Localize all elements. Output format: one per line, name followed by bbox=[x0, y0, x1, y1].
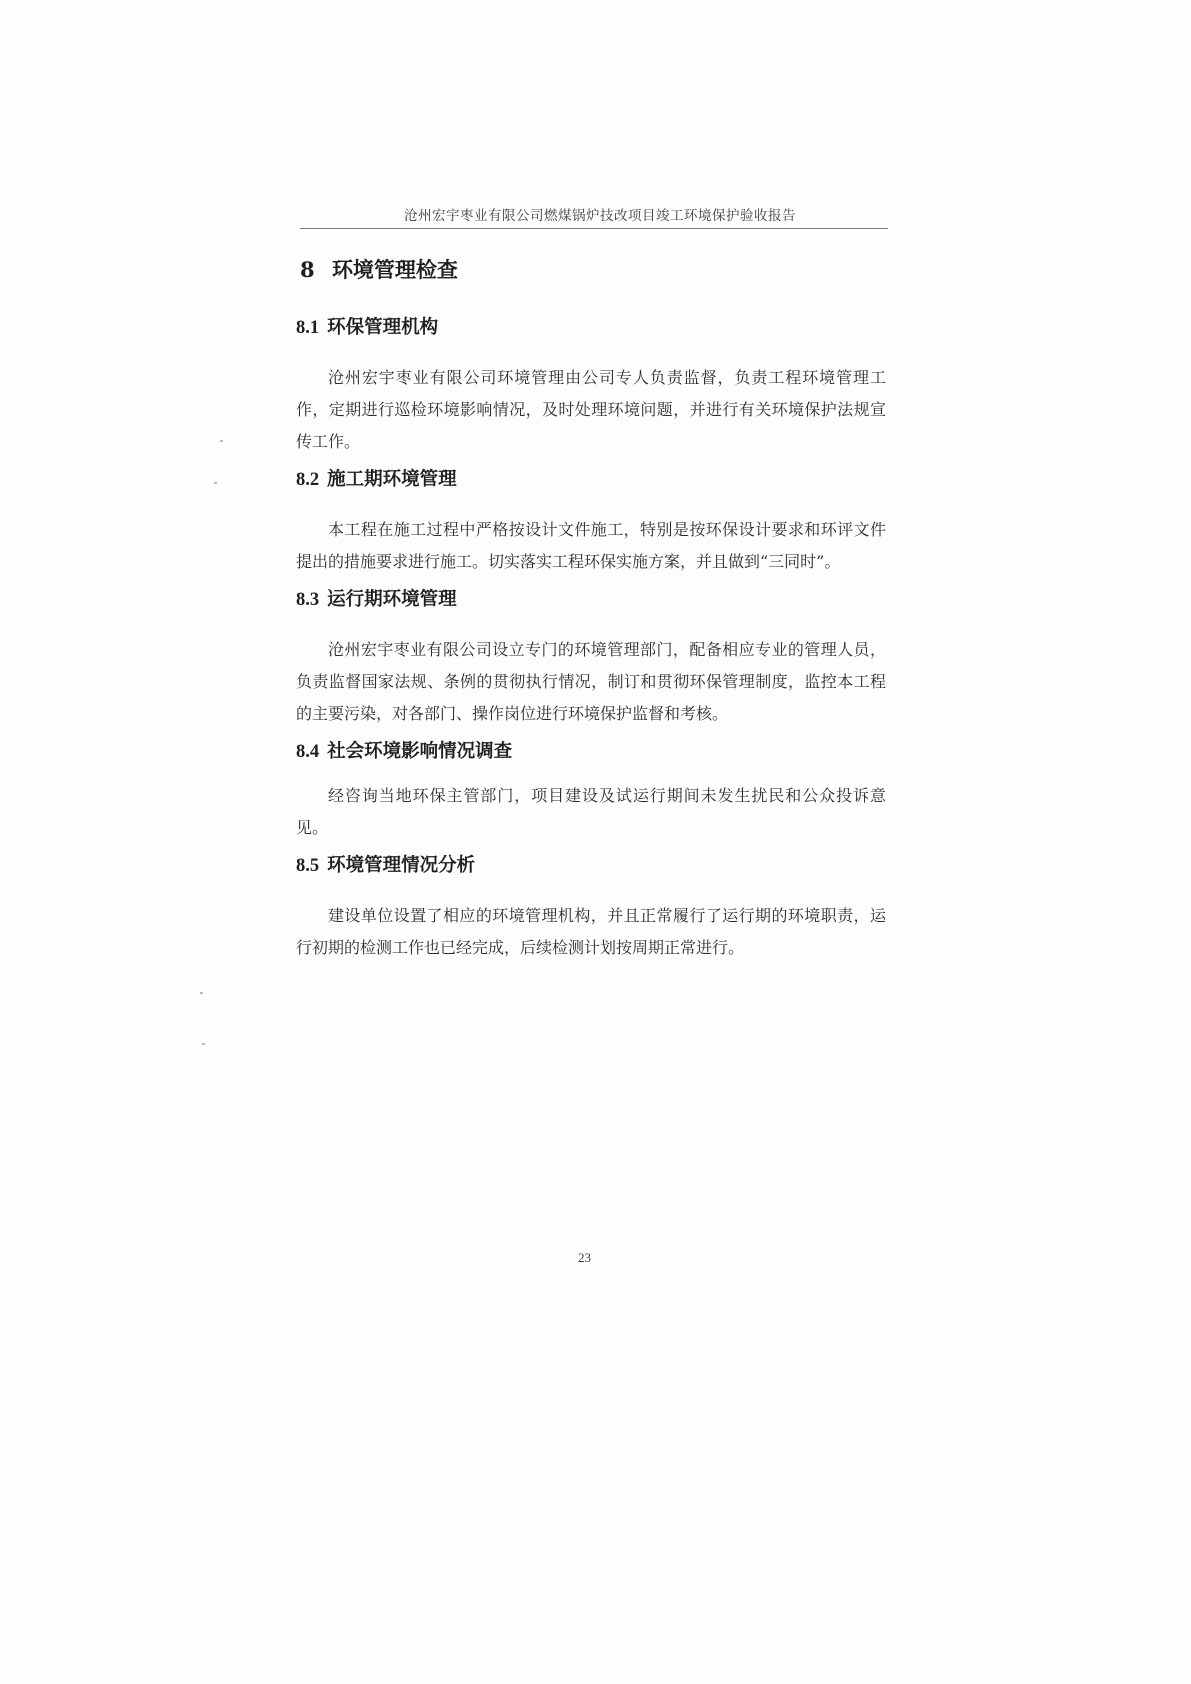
chapter-number: 8 bbox=[300, 257, 315, 282]
section-8-3 bbox=[296, 578, 886, 730]
section-number: 8.4 bbox=[296, 742, 320, 762]
section-number: 8.3 bbox=[296, 590, 320, 610]
section-heading bbox=[296, 844, 886, 888]
scan-speck bbox=[202, 1043, 205, 1045]
section-paragraph: 经咨询当地环保主管部门，项目建设及试运行期间未发生扰民和公众投诉意见。 bbox=[296, 786, 886, 837]
section-paragraph: 建设单位设置了相应的环境管理机构，并且正常履行了运行期的环境职责，运行初期的检测工作也已经完成，后续检测计划按周期正常进行。 bbox=[296, 906, 886, 957]
header-title: 沧州宏宇枣业有限公司燃煤锅炉技改项目竣工环境保护验收报告 bbox=[404, 208, 796, 224]
chapter-heading bbox=[300, 254, 886, 284]
page-number: 23 bbox=[578, 1250, 591, 1265]
section-8-1 bbox=[296, 306, 886, 458]
section-title: 环保管理机构 bbox=[327, 317, 439, 338]
section-title: 社会环境影响情况调查 bbox=[327, 741, 513, 762]
section-title: 环境管理情况分析 bbox=[327, 855, 476, 876]
scan-speck bbox=[220, 440, 223, 442]
section-number: 8.5 bbox=[296, 856, 320, 876]
section-heading bbox=[296, 306, 886, 350]
section-8-2 bbox=[296, 458, 886, 578]
section-heading bbox=[296, 458, 886, 502]
section-paragraph: 本工程在施工过程中严格按设计文件施工，特别是按环保设计要求和环评文件提出的措施要求进行施工。切实落实工程环保实施方案，并且做到“三同时”。 bbox=[296, 520, 886, 571]
section-8-5 bbox=[296, 844, 886, 964]
section-title: 施工期环境管理 bbox=[327, 469, 457, 490]
section-8-4 bbox=[296, 730, 886, 844]
section-title: 运行期环境管理 bbox=[327, 589, 457, 610]
page-content bbox=[296, 250, 886, 964]
section-heading bbox=[296, 578, 886, 622]
running-header bbox=[300, 204, 888, 229]
section-paragraph: 沧州宏宇枣业有限公司环境管理由公司专人负责监督，负责工程环境管理工作，定期进行巡检环境影响情况，及时处理环境问题，并进行有关环境保护法规宣传工作。 bbox=[296, 368, 886, 451]
section-number: 8.1 bbox=[296, 318, 320, 338]
section-heading bbox=[296, 730, 886, 774]
section-number: 8.2 bbox=[296, 470, 320, 490]
section-paragraph: 沧州宏宇枣业有限公司设立专门的环境管理部门，配备相应专业的管理人员，负责监督国家法规、条例的贯彻执行情况，制订和贯彻环保管理制度，监控本工程的主要污染，对各部门、操作岗位进行环境保护监督和考核。 bbox=[296, 640, 886, 723]
scan-speck bbox=[214, 482, 217, 484]
chapter-title: 环境管理检查 bbox=[331, 257, 458, 282]
scan-speck bbox=[200, 992, 203, 994]
